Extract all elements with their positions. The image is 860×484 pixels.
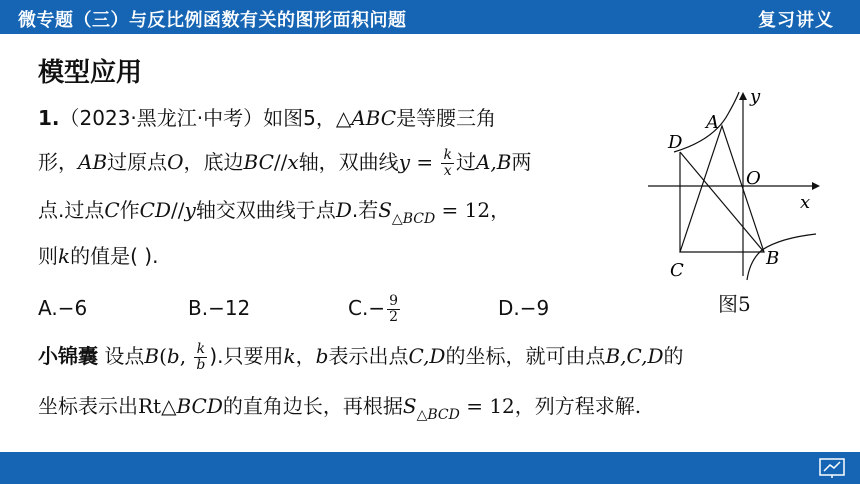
choice-d[interactable]: D.−9 (498, 296, 550, 320)
hint-line-1: 小锦囊 设点B(b, $\frac{k}{b}$ ).只要用k，b表示出点C,D的坐标，就可由点B,C,D的 (38, 341, 684, 373)
problem-line-2: 形，AB过原点O，底边BC//x轴，双曲线y = $\frac{k}{x}$ 过A,B两 (38, 147, 532, 179)
choice-c[interactable]: C.− $\frac{9}{2}$ (348, 293, 399, 325)
figure-5-diagram (640, 84, 830, 284)
label-x: x (800, 192, 811, 213)
label-o: O (746, 168, 761, 189)
label-a: A (706, 112, 719, 133)
choice-a[interactable]: A.−6 (38, 296, 88, 320)
section-heading: 模型应用 (38, 58, 143, 88)
label-c: C (670, 260, 684, 281)
footer-bar (0, 452, 860, 484)
header-bar (0, 0, 860, 34)
page-title: 微专题（三）与反比例函数有关的图形面积问题 (18, 10, 407, 31)
problem-line-1: 1.（2023·黑龙江·中考）如图5，△ABC是等腰三角 (38, 106, 497, 130)
label-y: y (750, 86, 761, 107)
section-tag: 复习讲义 (758, 10, 834, 31)
label-d: D (668, 132, 683, 153)
choice-b[interactable]: B.−12 (188, 296, 251, 320)
problem-line-4: 则k的值是( ). (38, 244, 159, 268)
figure-caption: 图5 (718, 292, 751, 316)
hint-label: 小锦囊 (38, 344, 98, 368)
hint-line-2: 坐标表示出Rt△BCD的直角边长，再根据$S_{\triangle BCD} = 12$，列方程求解. (38, 394, 642, 423)
fraction-k-over-b: $\frac{k}{b}$ (196, 341, 206, 373)
problem-number: 1. (38, 106, 60, 130)
answer-choices (38, 294, 549, 325)
label-b: B (766, 248, 780, 269)
fraction-k-over-x: $\frac{k}{x}$ (443, 147, 452, 179)
presentation-icon[interactable] (818, 457, 846, 479)
problem-line-3: 点.过点C作CD//y轴交双曲线于点D.若$S_{\triangle BCD} = 12$， (38, 198, 511, 227)
